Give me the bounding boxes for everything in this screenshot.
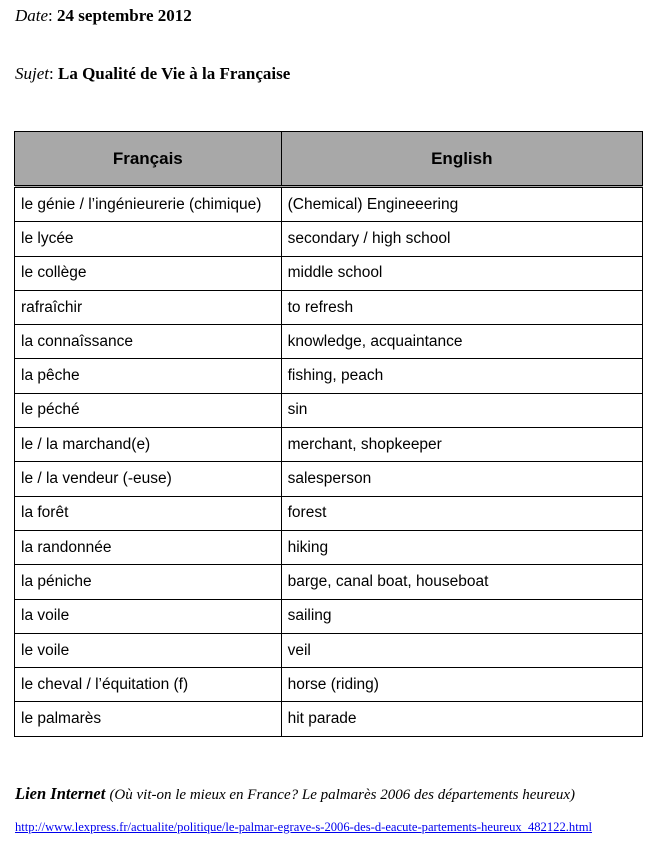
table-row xyxy=(15,393,643,427)
english-translation: fishing, peach xyxy=(281,359,642,393)
french-term: la péniche xyxy=(15,565,282,599)
french-term: le / la marchand(e) xyxy=(15,428,282,462)
table-row xyxy=(15,565,643,599)
internet-link-heading xyxy=(15,784,575,804)
table-header-row xyxy=(15,132,643,187)
table-row xyxy=(15,187,643,222)
column-header-english: English xyxy=(281,132,642,187)
french-term: la connaîssance xyxy=(15,325,282,359)
column-header-francais: Français xyxy=(15,132,282,187)
date-value: 24 septembre 2012 xyxy=(57,6,192,25)
english-translation: hit parade xyxy=(281,702,642,736)
subject-label: Sujet xyxy=(15,64,49,83)
table-row xyxy=(15,359,643,393)
english-translation: secondary / high school xyxy=(281,222,642,256)
table-row xyxy=(15,222,643,256)
english-translation: sin xyxy=(281,393,642,427)
english-translation: salesperson xyxy=(281,462,642,496)
french-term: rafraîchir xyxy=(15,290,282,324)
french-term: la randonnée xyxy=(15,530,282,564)
date-label: Date xyxy=(15,6,49,25)
english-translation: to refresh xyxy=(281,290,642,324)
english-translation: middle school xyxy=(281,256,642,290)
french-term: la forêt xyxy=(15,496,282,530)
table-row xyxy=(15,496,643,530)
table-row xyxy=(15,290,643,324)
french-term: le palmarès xyxy=(15,702,282,736)
link-description: (Où vit-on le mieux en France? Le palmarès 2006 des départements heureux) xyxy=(109,787,576,803)
english-translation: knowledge, acquaintance xyxy=(281,325,642,359)
table-row xyxy=(15,633,643,667)
table-row xyxy=(15,256,643,290)
french-term: le / la vendeur (-euse) xyxy=(15,462,282,496)
article-link[interactable]: http://www.lexpress.fr/actualite/politique/le-palmar-egrave-s-2006-des-d-eacute-partements-heureux_482122.html xyxy=(15,820,592,834)
french-term: le lycée xyxy=(15,222,282,256)
english-translation: merchant, shopkeeper xyxy=(281,428,642,462)
vocabulary-table xyxy=(14,131,643,737)
french-term: le génie / l’ingénieurerie (chimique) xyxy=(15,187,282,222)
english-translation: veil xyxy=(281,633,642,667)
french-term: la pêche xyxy=(15,359,282,393)
table-row xyxy=(15,599,643,633)
table-row xyxy=(15,325,643,359)
english-translation: horse (riding) xyxy=(281,668,642,702)
english-translation: forest xyxy=(281,496,642,530)
table-row xyxy=(15,668,643,702)
french-term: le voile xyxy=(15,633,282,667)
table-row xyxy=(15,462,643,496)
date-line: Date: 24 septembre 2012 xyxy=(15,6,192,25)
french-term: le collège xyxy=(15,256,282,290)
subject-value: La Qualité de Vie à la Française xyxy=(57,64,291,83)
french-term: le cheval / l’équitation (f) xyxy=(15,668,282,702)
english-translation: hiking xyxy=(281,530,642,564)
table-row xyxy=(15,428,643,462)
english-translation: sailing xyxy=(281,599,642,633)
table-row xyxy=(15,702,643,736)
table-row xyxy=(15,530,643,564)
french-term: le péché xyxy=(15,393,282,427)
french-term: la voile xyxy=(15,599,282,633)
link-title: Lien Internet xyxy=(15,784,106,803)
subject-line: Sujet: La Qualité de Vie à la Française xyxy=(15,64,291,83)
english-translation: barge, canal boat, houseboat xyxy=(281,565,642,599)
english-translation: (Chemical) Engineeering xyxy=(281,187,642,222)
